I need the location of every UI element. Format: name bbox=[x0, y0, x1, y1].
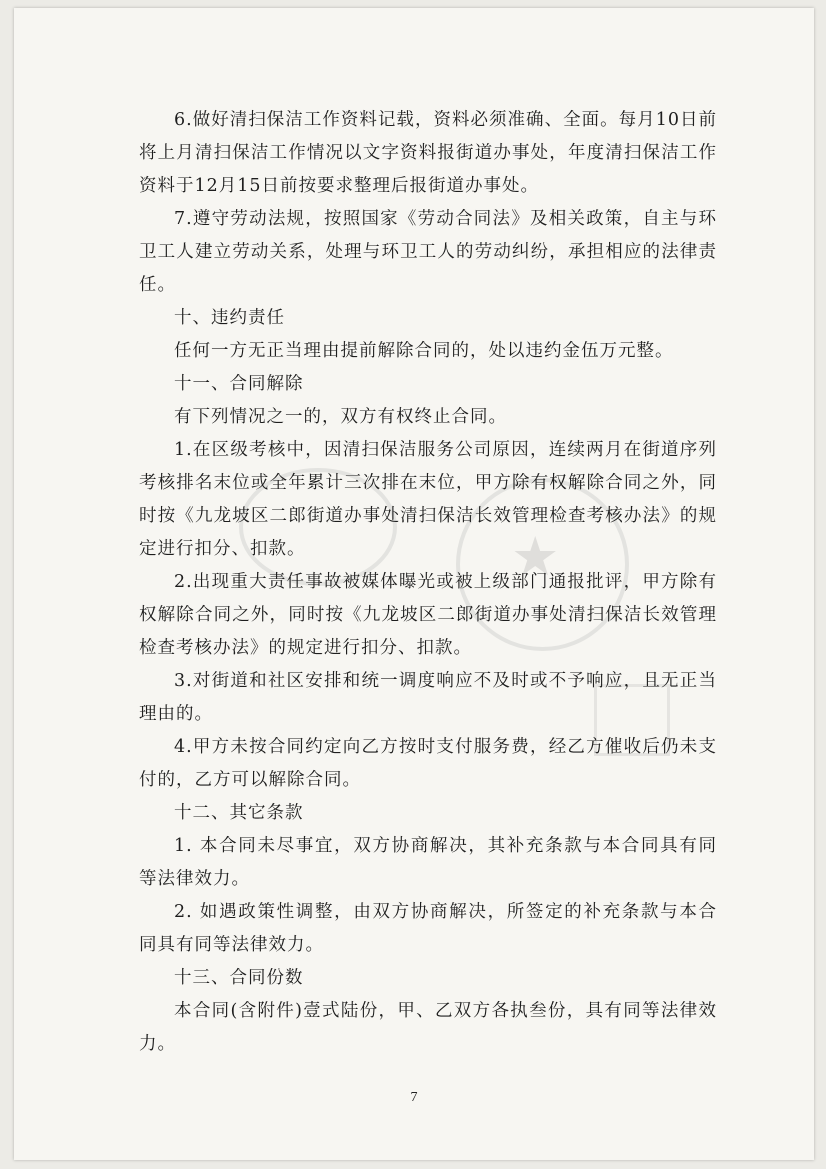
section-heading-termination: 十一、合同解除 bbox=[174, 374, 304, 394]
paragraph-termination-intro: 有下列情况之一的，双方有权终止合同。 bbox=[174, 407, 507, 427]
paragraph-other-1: 1. 本合同未尽事宜，双方协商解决，其补充条款与本合同具有同等法律效力。 bbox=[139, 836, 717, 889]
paragraph-termination-2: 2.出现重大责任事故被媒体曝光或被上级部门通报批评，甲方除有权解除合同之外，同时按《九龙坡区二郎街道办事处清扫保洁长效管理检查考核办法》的规定进行扣分、扣款。 bbox=[139, 572, 717, 658]
paragraph-termination-3: 3.对街道和社区安排和统一调度响应不及时或不予响应，且无正当理由的。 bbox=[139, 671, 717, 724]
paragraph-item-6: 6.做好清扫保洁工作资料记载，资料必须准确、全面。每月10日前将上月清扫保洁工作情况以文字资料报街道办事处，年度清扫保洁工作资料于12月15日前按要求整理后报街道办事处。 bbox=[139, 110, 717, 196]
page-number: 7 bbox=[410, 1090, 418, 1105]
section-heading-breach: 十、违约责任 bbox=[174, 308, 285, 328]
paragraph-breach: 任何一方无正当理由提前解除合同的，处以违约金伍万元整。 bbox=[174, 341, 674, 361]
paragraph-copies: 本合同(含附件)壹式陆份，甲、乙双方各执叁份，具有同等法律效力。 bbox=[139, 1001, 717, 1054]
section-heading-other: 十二、其它条款 bbox=[174, 803, 304, 823]
paragraph-item-7: 7.遵守劳动法规，按照国家《劳动合同法》及相关政策，自主与环卫工人建立劳动关系，处理与环卫工人的劳动纠纷，承担相应的法律责任。 bbox=[139, 209, 717, 295]
seal-star-icon: ★ bbox=[511, 525, 560, 588]
body-text bbox=[139, 104, 717, 1061]
document-page bbox=[14, 8, 814, 1160]
paragraph-termination-4: 4.甲方未按合同约定向乙方按时支付服务费，经乙方催收后仍未支付的，乙方可以解除合同。 bbox=[139, 737, 717, 790]
paragraph-termination-1: 1.在区级考核中，因清扫保洁服务公司原因，连续两月在街道序列考核排名末位或全年累计三次排在末位，甲方除有权解除合同之外，同时按《九龙坡区二郎街道办事处清扫保洁长效管理检查考核办法》的规定进行扣分、扣款。 bbox=[139, 440, 717, 559]
section-heading-copies: 十三、合同份数 bbox=[174, 968, 304, 988]
paragraph-other-2: 2. 如遇政策性调整，由双方协商解决，所签定的补充条款与本合同具有同等法律效力。 bbox=[139, 902, 717, 955]
